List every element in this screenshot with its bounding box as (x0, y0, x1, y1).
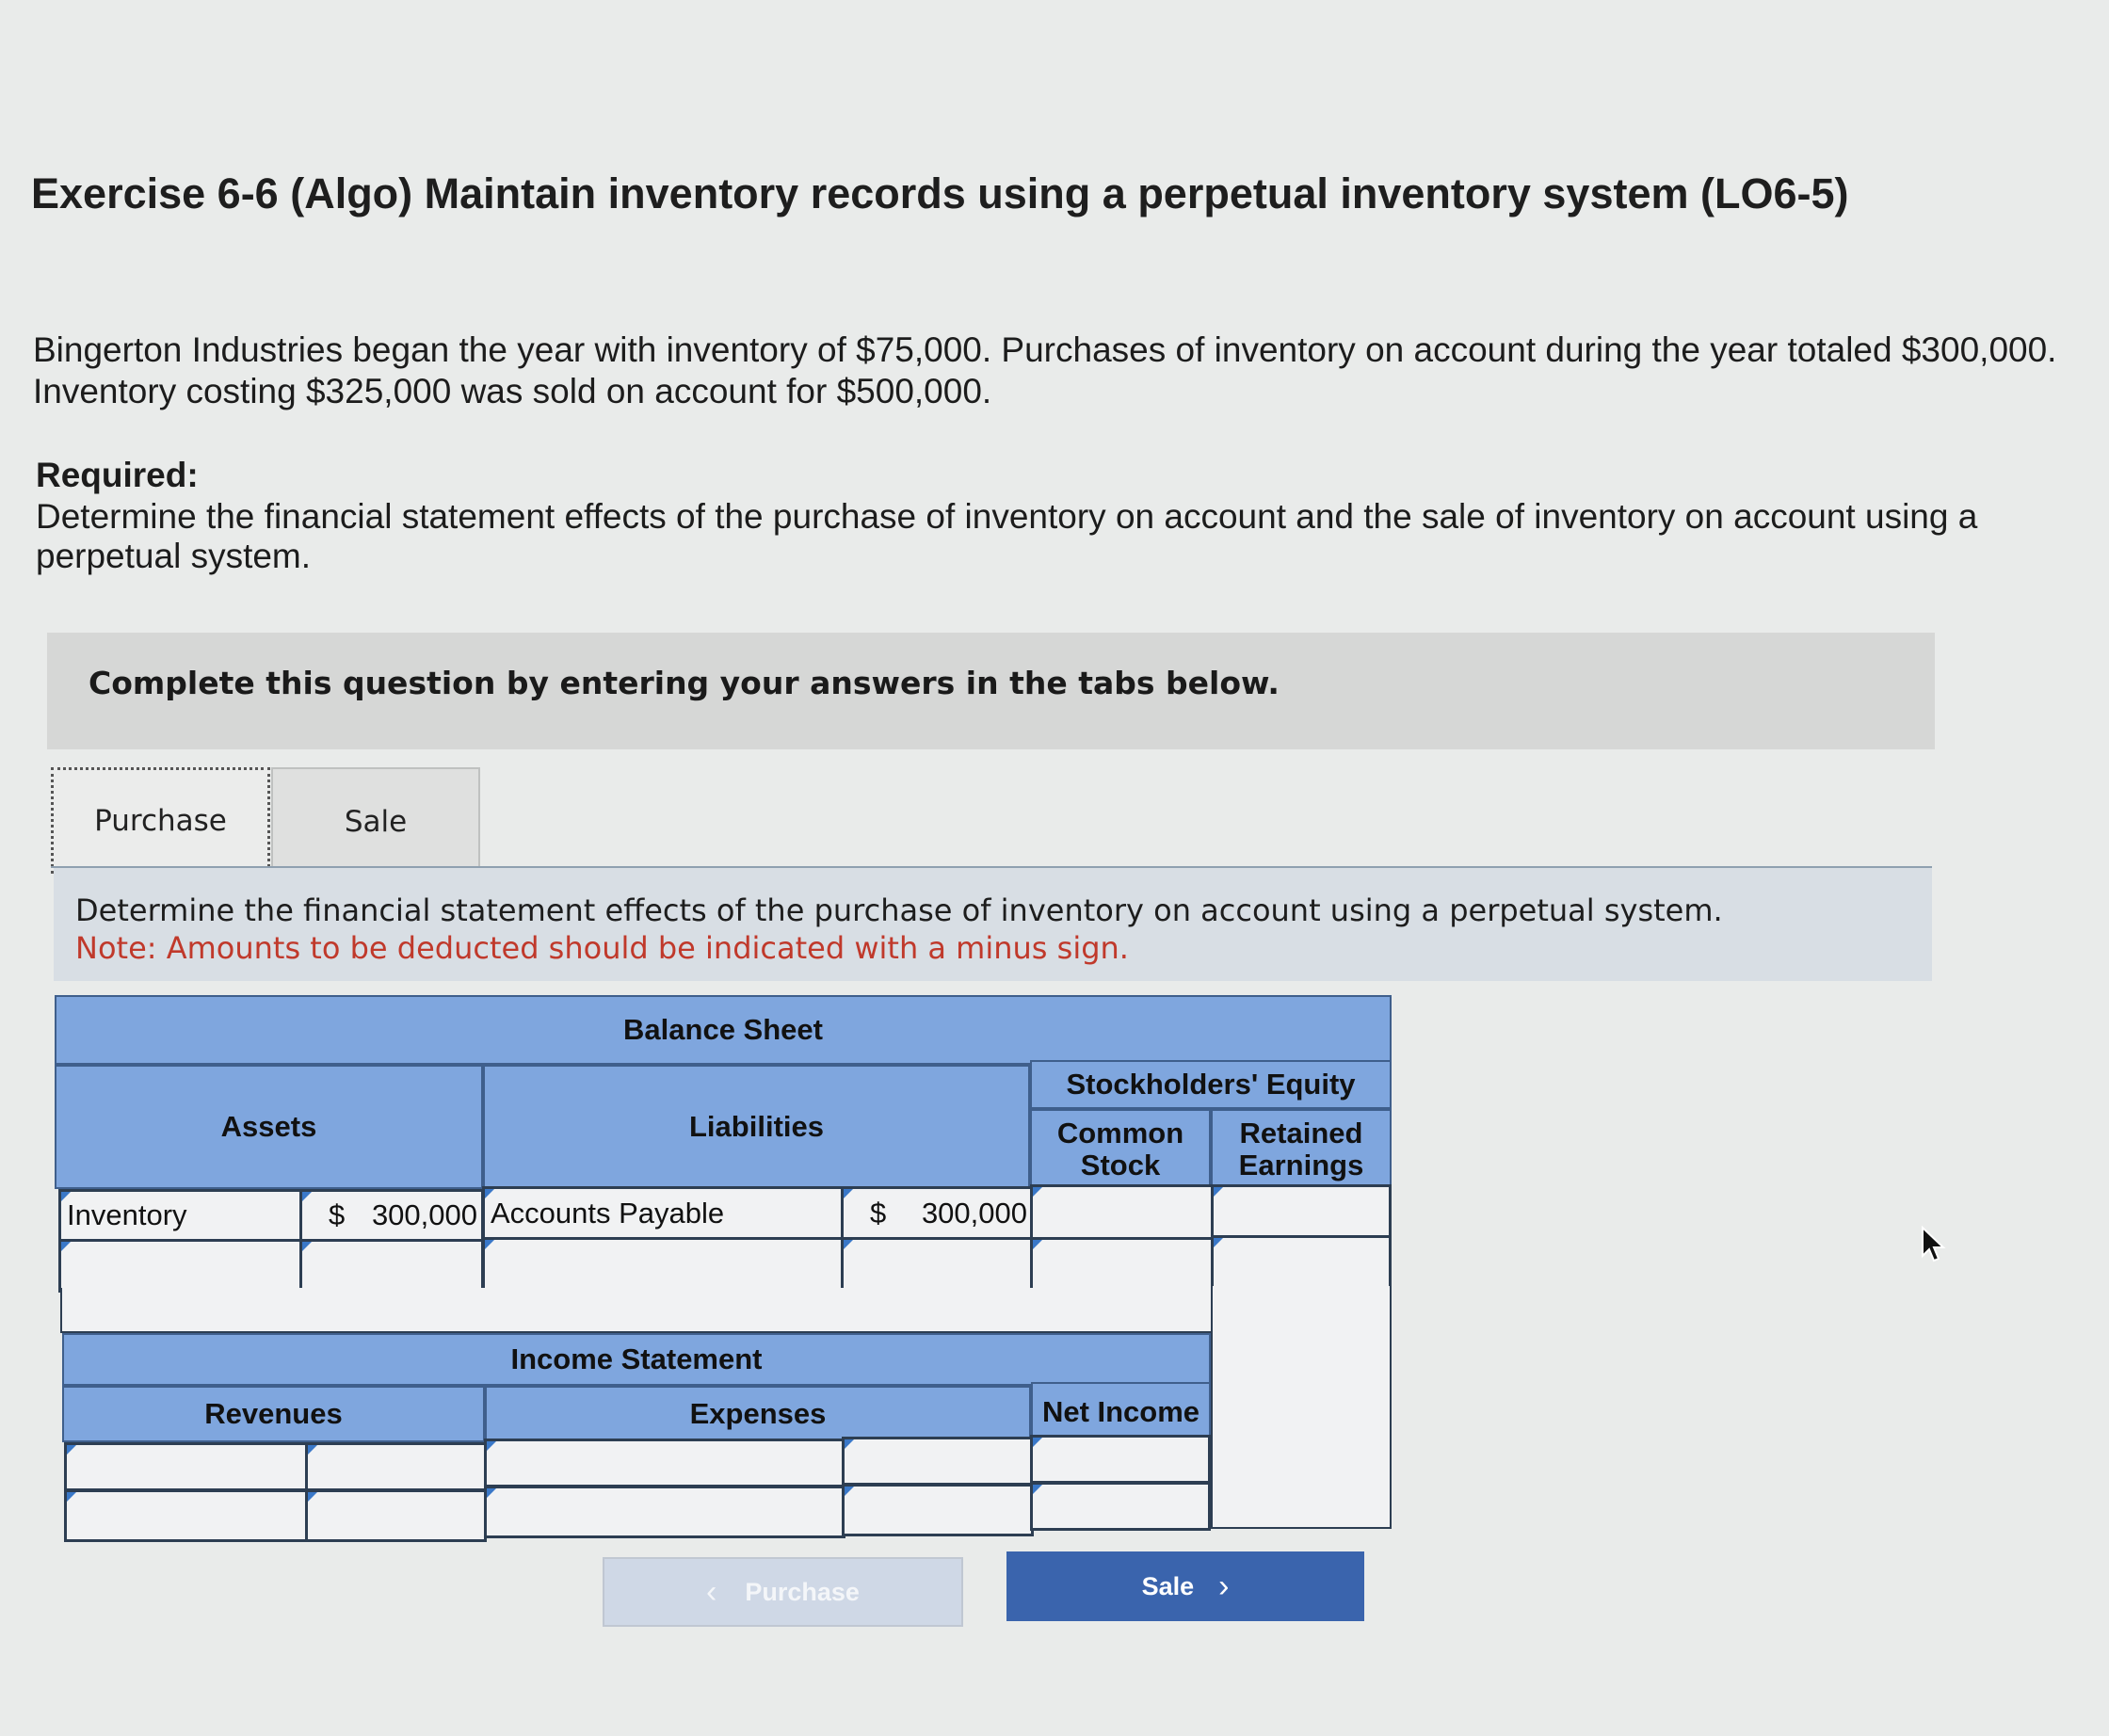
revenues-header: Revenues (62, 1386, 485, 1442)
revenue-account-input[interactable] (64, 1442, 309, 1491)
common-stock-input[interactable] (1030, 1184, 1215, 1241)
liability-account-input-2[interactable] (482, 1237, 845, 1291)
mouse-pointer-icon (1921, 1226, 1949, 1263)
retained-earnings-header: Retained Earnings (1211, 1109, 1392, 1189)
expense-account-input-2[interactable] (484, 1486, 845, 1538)
common-stock-header: Common Stock (1030, 1109, 1211, 1189)
retained-earnings-input[interactable] (1211, 1184, 1392, 1241)
table-spacer (60, 1288, 1213, 1333)
retained-earnings-input-2[interactable] (1211, 1235, 1392, 1289)
stockholders-equity-header: Stockholders' Equity (1030, 1060, 1392, 1109)
previous-tab-button[interactable] (603, 1557, 963, 1627)
assets-header: Assets (55, 1065, 483, 1189)
net-income-input[interactable] (1030, 1435, 1211, 1484)
retained-earnings-extension (1211, 1286, 1392, 1529)
expense-account-input[interactable] (484, 1439, 845, 1487)
next-tab-label: Sale (1141, 1571, 1195, 1600)
revenue-amount-input-2[interactable] (305, 1489, 487, 1542)
net-income-header: Net Income (1031, 1382, 1211, 1442)
chevron-left-icon: ‹ (706, 1573, 717, 1610)
expenses-header: Expenses (485, 1386, 1031, 1442)
problem-intro: Bingerton Industries began the year with inventory of $75,000. Purchases of inventory on account during the year totaled $300,000. Inventory costing $325,000 was sold on account for $500,000. (33, 330, 2057, 410)
liability-amount-input-2[interactable] (841, 1237, 1034, 1291)
page-title: Exercise 6-6 (Algo) Maintain inventory records using a perpetual inventory system (LO6-5) (31, 169, 1849, 217)
chevron-right-icon: › (1218, 1567, 1230, 1604)
common-stock-input-2[interactable] (1030, 1237, 1215, 1291)
instructions-text: Determine the financial statement effects of the purchase of inventory on account using a perpetual system. (75, 892, 1723, 928)
liabilities-header: Liabilities (483, 1065, 1030, 1189)
asset-amount-input[interactable] (299, 1189, 484, 1242)
previous-tab-label: Purchase (745, 1577, 860, 1606)
liability-dollar-sign: $ (870, 1197, 887, 1230)
banner-text: Complete this question by entering your answers in the tabs below. (89, 665, 1280, 701)
asset-account-input-2[interactable] (58, 1239, 303, 1293)
tab-purchase[interactable]: Purchase (51, 767, 270, 874)
income-statement-header: Income Statement (62, 1333, 1211, 1386)
tab-sale[interactable]: Sale (271, 767, 480, 874)
revenue-amount-input[interactable] (305, 1442, 487, 1491)
liability-amount-input[interactable] (841, 1186, 1034, 1241)
asset-amount-value: 300,000 (371, 1198, 477, 1231)
expense-amount-input-2[interactable] (842, 1484, 1034, 1536)
liability-account-input[interactable]: Accounts Payable (482, 1186, 845, 1241)
tab-instructions (54, 868, 1932, 981)
instructions-banner (47, 633, 1935, 749)
net-income-input-2[interactable] (1030, 1482, 1211, 1531)
asset-amount-input-2[interactable] (299, 1239, 484, 1293)
instructions-note: Note: Amounts to be deducted should be indicated with a minus sign. (75, 930, 1129, 966)
asset-account-input[interactable]: Inventory (58, 1189, 303, 1242)
expense-amount-input[interactable] (842, 1437, 1034, 1486)
revenue-account-input-2[interactable] (64, 1489, 309, 1542)
liability-amount-value: 300,000 (921, 1197, 1027, 1230)
asset-dollar-sign: $ (329, 1198, 346, 1231)
next-tab-button[interactable] (1006, 1551, 1364, 1621)
required-heading: Required: (36, 456, 199, 494)
required-text: Determine the financial statement effects of the purchase of inventory on account and the sale of inventory on account using a perpetual system. (36, 497, 1978, 575)
balance-sheet-header: Balance Sheet (55, 995, 1392, 1065)
